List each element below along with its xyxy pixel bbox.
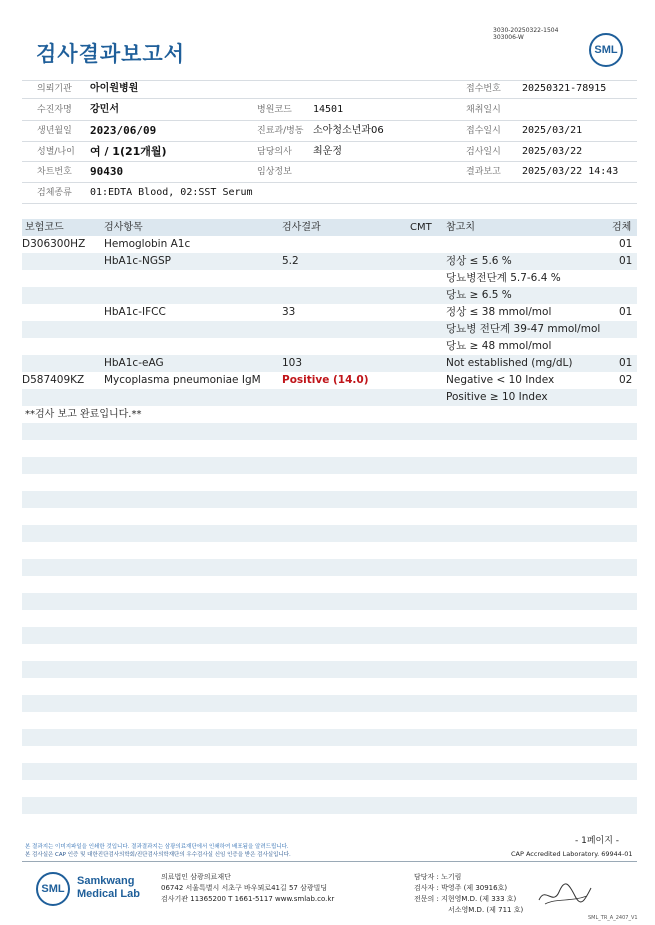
patient-value: 강민서 (90, 104, 119, 115)
col-spec-header: 검체 (612, 222, 632, 233)
birth-label: 생년월일 (37, 126, 72, 136)
col-ref-header: 참고치 (446, 222, 475, 233)
hospital-label: 의뢰기관 (37, 84, 72, 94)
row-spec: 01 (619, 255, 633, 267)
row-result: 103 (282, 357, 303, 369)
row-spec: 01 (619, 238, 633, 250)
staff-specialist: 전문의 : 지현영M.D. (제 333 호) (414, 895, 517, 903)
test-date-value: 2025/03/22 (522, 146, 583, 157)
receipt-no-label: 접수번호 (466, 84, 501, 94)
row-ref: 당뇨 ≥ 6.5 % (446, 289, 512, 301)
hosp-code-value: 14501 (313, 104, 344, 115)
row-code: D306300HZ (22, 238, 86, 250)
row-item: HbA1c-NGSP (104, 255, 171, 267)
footer-note-2: 본 검사실은 CAP 인증 및 대한진단검사의학회/진단검사의학재단의 우수검사실 신임 인증을 받은 검사실입니다. (25, 852, 291, 858)
row-ref: 당뇨 ≥ 48 mmol/mol (446, 340, 552, 352)
table-stripe (22, 661, 637, 678)
row-spec: 01 (619, 306, 633, 318)
page-number: - 1페이지 - (575, 836, 620, 846)
row-code: D587409KZ (22, 374, 85, 386)
table-stripe (22, 457, 637, 474)
sml-footer-logo-name: Samkwang Medical Lab (77, 875, 140, 900)
table-stripe (22, 593, 637, 610)
report-value: 2025/03/22 14:43 (522, 166, 619, 177)
table-stripe (22, 763, 637, 780)
chart-value: 90430 (90, 165, 124, 178)
divider (22, 120, 637, 121)
specimen-value: 01:EDTA Blood, 02:SST Serum (90, 187, 253, 198)
hosp-code-label: 병원코드 (257, 105, 292, 115)
sex-age-value: 여 / 1(21개월) (90, 145, 167, 158)
row-ref: 정상 ≤ 5.6 % (446, 255, 512, 267)
row-ref: Positive ≥ 10 Index (446, 391, 548, 403)
cap-accreditation: CAP Accredited Laboratory. 69944-01 (511, 850, 633, 858)
test-date-label: 검사일시 (466, 147, 501, 157)
table-stripe (22, 491, 637, 508)
table-stripe (22, 729, 637, 746)
table-stripe (22, 525, 637, 542)
row-result: 5.2 (282, 255, 299, 267)
results-table-header (22, 219, 637, 236)
signature-mark (535, 878, 595, 910)
doctor-label: 담당의사 (257, 147, 292, 157)
col-result-header: 검사결과 (282, 222, 321, 233)
report-complete-note: **검사 보고 완료입니다.** (25, 409, 142, 420)
divider (22, 203, 637, 204)
row-ref: Not established (mg/dL) (446, 357, 573, 369)
row-item: Mycoplasma pneumoniae IgM (104, 374, 261, 386)
row-ref: Negative < 10 Index (446, 374, 555, 386)
doctor-value: 최운정 (313, 146, 342, 157)
document-code: 3030-20250322-1504 303006-W (493, 27, 559, 41)
row-spec: 01 (619, 357, 633, 369)
chart-label: 차트번호 (37, 167, 72, 177)
table-stripe (22, 695, 637, 712)
patient-label: 수진자명 (37, 105, 72, 115)
staff-tester: 검사자 : 박영주 (제 30916호) (414, 884, 508, 892)
col-cmt-header: CMT (410, 222, 432, 233)
receipt-no-value: 20250321-78915 (522, 83, 607, 94)
table-stripe (22, 627, 637, 644)
row-result: Positive (14.0) (282, 374, 369, 386)
row-result: 33 (282, 306, 296, 318)
table-stripe (22, 287, 637, 304)
col-code-header: 보험코드 (25, 222, 64, 233)
divider (22, 98, 637, 99)
footer-note-1: 본 결과지는 이미지파일을 인쇄한 것입니다. 결과결과지는 삼광의료재단에서 인쇄하여 배포됨을 알려드립니다. (25, 844, 289, 850)
footer-org: 의료법인 삼광의료재단 (161, 873, 231, 881)
collect-label: 채취일시 (466, 105, 501, 115)
footer-divider (22, 861, 637, 862)
row-item: HbA1c-IFCC (104, 306, 166, 318)
sex-age-label: 성별/나이 (37, 147, 75, 157)
row-ref: 당뇨병 전단계 39-47 mmol/mol (446, 323, 601, 335)
sml-footer-logo: SML (36, 872, 70, 906)
receipt-date-label: 접수일시 (466, 126, 501, 136)
footer-contact: 검사기관 11365200 T 1661-5117 www.smlab.co.kr (161, 895, 335, 903)
divider (22, 141, 637, 142)
row-ref: 정상 ≤ 38 mmol/mol (446, 306, 552, 318)
form-code: SML_TR_A_2407_V1 (588, 915, 638, 921)
clinical-label: 임상정보 (257, 167, 292, 177)
receipt-date-value: 2025/03/21 (522, 125, 583, 136)
divider (22, 161, 637, 162)
staff-specialist-2: 서소영M.D. (제 711 호) (448, 906, 524, 914)
dept-value: 소아청소년과06 (313, 125, 384, 136)
table-stripe (22, 559, 637, 576)
hospital-value: 아이원병원 (90, 83, 139, 94)
dept-label: 진료과/병동 (257, 126, 304, 136)
table-stripe (22, 423, 637, 440)
row-ref: 당뇨병전단계 5.7-6.4 % (446, 272, 561, 284)
birth-value: 2023/06/09 (90, 124, 157, 137)
footer-address: 06742 서울특별시 서초구 바우뫼로41길 57 삼광빌딩 (161, 884, 328, 892)
specimen-label: 검체종류 (37, 188, 72, 198)
page-title: 검사결과보고서 (36, 42, 186, 66)
row-spec: 02 (619, 374, 633, 386)
divider (22, 182, 637, 183)
row-item: Hemoglobin A1c (104, 238, 191, 250)
sml-logo: SML (589, 33, 623, 67)
staff-manager: 담당자 : 노기림 (414, 873, 462, 881)
report-label: 결과보고 (466, 167, 501, 177)
table-stripe (22, 797, 637, 814)
col-item-header: 검사항목 (104, 222, 143, 233)
row-item: HbA1c-eAG (104, 357, 164, 369)
